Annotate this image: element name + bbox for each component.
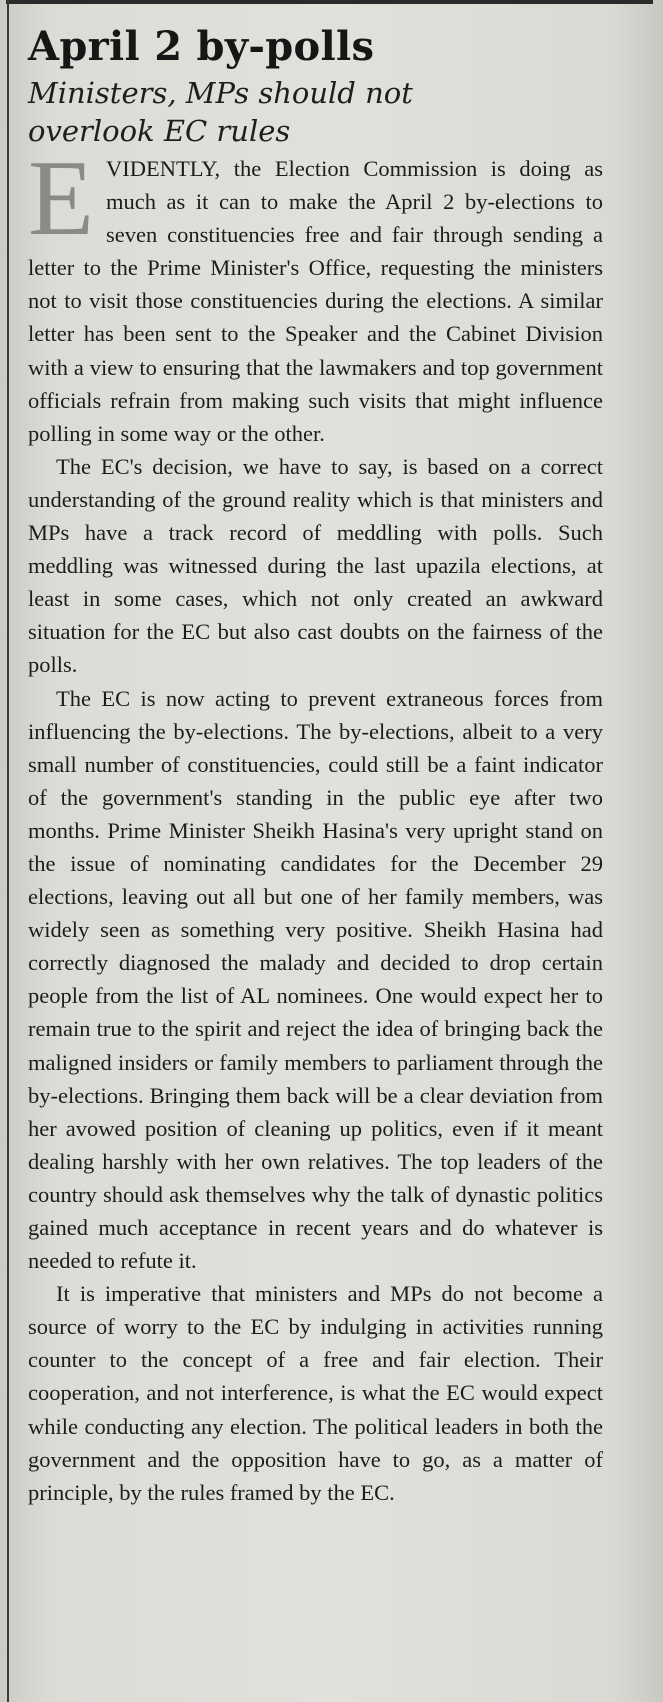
column-divider-rule [7,0,9,1702]
paragraph-4: It is imperative that ministers and MPs do not become a source of worry to the EC by indulging in activities running counter to the concept of a free and fair election. Their cooperation, and not interference, is what the EC would expect while conducting any election. The political leaders in both the government and the opposition have to go, as a matter of principle, by the rules framed by the EC. [28,1281,603,1505]
article-body [28,139,603,1509]
subheadline-line-1: Ministers, MPs should not [28,76,413,110]
subheadline [28,74,603,150]
headline: April 2 by-polls [28,23,375,70]
paragraph-1 [28,139,603,450]
paragraph-1-text: VIDENTLY, the Election Commission is doing as much as it can to make the April 2 by-elections to seven constituencies free and fair through sending a letter to the Prime Minister's Office, requesting the ministers not to visit those constituencies during the elections. A similar letter has been sent to the Speaker and the Cabinet Division with a view to ensuring that the lawmakers and top government officials refrain from making such visits that might influence polling in some way or the other. [28,156,603,446]
drop-cap: E [28,139,94,258]
subheadline-line-2: overlook EC rules [28,114,291,148]
paragraph-3: The EC is now acting to prevent extraneous forces from influencing the by-elections. The by-elections, albeit to a very small number of constituencies, could still be a faint indicator of the government's standing in the public eye after two months. Prime Minister Sheikh Hasina's very upright stand on the issue of nominating candidates for the December 29 elections, leaving out all but one of her family members, was widely seen as something very positive. Sheikh Hasina had correctly diagnosed the malady and decided to drop certain people from the list of AL nominees. One would expect her to remain true to the spirit and reject the idea of bringing back the maligned insiders or family members to parliament through the by-elections. Bringing them back will be a clear deviation from her avowed position of cleaning up politics, even if it meant dealing harshly with her own relatives. The top leaders of the country should ask themselves why the talk of dynastic politics gained much acceptance in recent years and do whatever is needed to refute it. [28,685,603,1274]
editorial-article [28,20,603,1509]
paragraph-2: The EC's decision, we have to say, is based on a correct understanding of the ground reality which is that ministers and MPs have a track record of meddling with polls. Such meddling was witnessed during the last upazila elections, at least in some cases, which not only created an awkward situation for the EC but also cast doubts on the fairness of the polls. [28,453,603,678]
top-border-rule [6,0,653,4]
